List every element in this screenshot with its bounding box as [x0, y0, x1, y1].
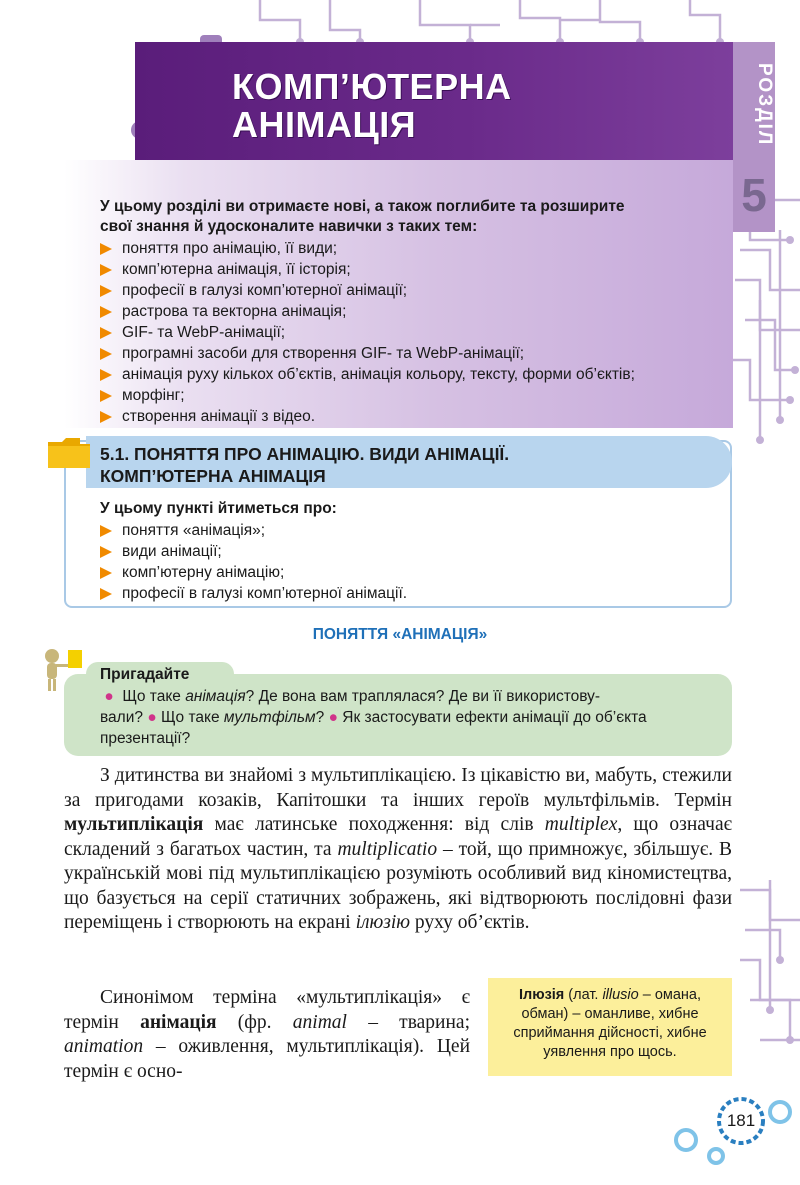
subheading: ПОНЯТТЯ «АНІМАЦІЯ»	[312, 626, 488, 643]
remember-questions: ● Що таке анімація? Де вона вам траплялася? Де ви її використову- вали? ● Що таке мультфільм? ● Як застосувати ефекти анімації до об’єкта презентації?	[100, 688, 647, 747]
chapter-title	[232, 68, 512, 144]
list-item: GIF- та WebP-анімації;	[100, 322, 635, 343]
list-item: комп’ютерну анімацію;	[100, 562, 407, 583]
intro-heading-line-2: свої знання й удосконалите навички з таких тем:	[100, 218, 478, 235]
list-item: програмні засоби для створення GIF- та WebP-анімації;	[100, 343, 635, 364]
bullet-dot-icon: ●	[147, 709, 157, 726]
bullet-dot-icon: ●	[104, 688, 114, 705]
section-title-line-2: КОМП’ЮТЕРНА АНІМАЦІЯ	[100, 466, 326, 486]
body-paragraph-1: З дитинства ви знайомі з мультиплікацією. Із цікавістю ви, мабуть, стежили за пригодами козаків, Капітошки та інших героїв мультфільмів. Термін мультиплікація має латинське походження: від слів multiplex, що означає складений з багатьох частин, та multiplicatio – той, що примножує, збільшує. В українській мові під мультиплікацією розуміють особливий вид кіномистецтва, що базується на серії статичних зображень, які відтворюють послідовні фази переміщень і створюють на екрані ілюзію руху об’єктів.	[64, 765, 733, 933]
list-item: морфінг;	[100, 385, 635, 406]
intro-heading	[100, 197, 710, 237]
list-item: види анімації;	[100, 541, 407, 562]
bullet-triangle-icon	[100, 369, 112, 381]
list-item: комп’ютерна анімація, її історія;	[100, 259, 635, 280]
bullet-triangle-icon	[100, 264, 112, 276]
body-paragraph-2: Синонімом терміна «мультиплікація» є термін анімація (фр. animal – тварина; animation – оживлення, мультиплікація). Цей термін є осно-	[64, 987, 470, 1082]
section-title	[100, 443, 509, 487]
list-item: поняття про анімацію, її види;	[100, 238, 635, 259]
page-number: 181	[726, 1111, 756, 1130]
list-item: професії в галузі комп’ютерної анімації.	[100, 583, 407, 604]
list-item: растрова та векторна анімація;	[100, 301, 635, 322]
bullet-triangle-icon	[100, 306, 112, 318]
intro-topic-list	[100, 238, 635, 427]
bullet-triangle-icon	[100, 327, 112, 339]
bullet-triangle-icon	[100, 348, 112, 360]
section-topic-list	[100, 520, 407, 604]
intro-heading-line-1: У цьому розділі ви отримаєте нові, а також поглибите та розширите	[100, 198, 625, 215]
bullet-triangle-icon	[100, 285, 112, 297]
remember-label: Пригадайте	[100, 666, 190, 683]
chapter-title-line-1: КОМП’ЮТЕРНА	[232, 66, 512, 107]
list-item: анімація руху кількох об’єктів, анімація кольору, тексту, форми об’єктів;	[100, 364, 635, 385]
list-item: поняття «анімація»;	[100, 520, 407, 541]
bullet-triangle-icon	[100, 411, 112, 423]
list-item: професії в галузі комп’ютерної анімації;	[100, 280, 635, 301]
section-intro: У цьому пункті йтиметься про:	[100, 500, 337, 517]
chapter-number: 5	[741, 169, 767, 221]
illusion-definition-box: Ілюзія (лат. illusio – омана, обман) – оманливе, хибне сприймання дійсності, хибне уявлення про щось.	[488, 978, 732, 1076]
bullet-dot-icon: ●	[328, 709, 338, 726]
chapter-label: РОЗДІЛ	[754, 63, 775, 147]
bullet-triangle-icon	[100, 525, 112, 537]
bullet-triangle-icon	[100, 243, 112, 255]
thinking-figure-icon	[38, 646, 86, 692]
section-title-line-1: 5.1. ПОНЯТТЯ ПРО АНІМАЦІЮ. ВИДИ АНІМАЦІЇ.	[100, 444, 510, 464]
list-item: створення анімації з відео.	[100, 406, 635, 427]
chapter-title-line-2: АНІМАЦІЯ	[232, 104, 417, 145]
bullet-triangle-icon	[100, 390, 112, 402]
bullet-triangle-icon	[100, 567, 112, 579]
bullet-triangle-icon	[100, 588, 112, 600]
folder-icon	[46, 436, 92, 470]
bullet-triangle-icon	[100, 546, 112, 558]
